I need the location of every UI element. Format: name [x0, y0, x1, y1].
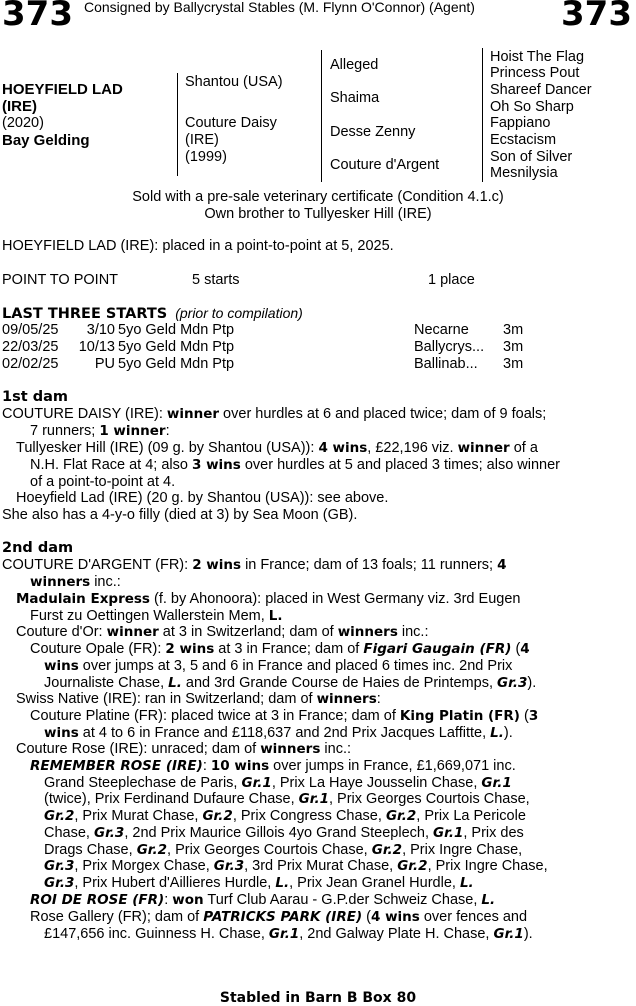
- sibling-note: Own brother to Tullyesker Hill (IRE): [204, 206, 432, 222]
- pedigree-gp-1: Alleged: [330, 57, 379, 73]
- remember-rose-line-8: Gr.3, Prix Hubert d'Aillieres Hurdle, L., Prix Jean Granel Hurdle, L.: [44, 875, 474, 891]
- second-dam-l5: Swiss Native (IRE): ran in Switzerland; dam of winners:: [16, 691, 381, 707]
- remember-rose-line-5: Chase, Gr.3, 2nd Prix Maurice Gillois 4yo Grand Steeplech, Gr.1, Prix des: [44, 825, 524, 841]
- second-dam-l2b: Furst zu Oettingen Wallerstein Mem, L.: [30, 608, 283, 624]
- start-distance: 3m: [503, 339, 524, 355]
- pedigree-ggp-1: Hoist The Flag: [490, 49, 585, 65]
- second-dam-l4c: Journaliste Chase, L. and 3rd Grande Course de Haies de Printemps, Gr.3).: [44, 675, 537, 691]
- first-dam-p1: COUTURE DAISY (IRE): winner over hurdles at 6 and placed twice; dam of 9 foals;: [2, 406, 547, 422]
- ptp-label: POINT TO POINT: [2, 272, 119, 288]
- pedigree-ggp-5: Fappiano: [490, 115, 551, 131]
- pedigree-divider-3: [482, 48, 483, 182]
- second-dam-heading: 2nd dam: [2, 540, 74, 556]
- start-course: Ballinab...: [414, 356, 478, 372]
- pedigree-dam: Couture Daisy: [185, 115, 277, 131]
- first-dam-p2-3: of a point-to-point at 4.: [30, 474, 176, 490]
- remember-rose-line-4: Gr.2, Prix Murat Chase, Gr.2, Prix Congress Chase, Gr.2, Prix La Pericole: [44, 808, 526, 824]
- start-race: 5yo Geld Mdn Ptp: [118, 356, 235, 372]
- pedigree-ggp-6: Ecstacism: [490, 132, 557, 148]
- pedigree-gp-4: Couture d'Argent: [330, 157, 440, 173]
- ptp-places: 1 place: [428, 272, 475, 288]
- horse-sex: Bay Gelding: [2, 132, 90, 149]
- second-dam-l4: Couture Opale (FR): 2 wins at 3 in France; dam of Figari Gaugain (FR) (4: [30, 641, 530, 657]
- second-dam-l4b: wins over jumps at 3, 5 and 6 in France and placed 6 times inc. 2nd Prix: [44, 658, 513, 674]
- rose-gallery-line-1: Rose Gallery (FR); dam of PATRICKS PARK (IRE) (4 wins over fences and: [30, 909, 528, 925]
- pedigree-ggp-3: Shareef Dancer: [490, 82, 592, 98]
- start-course: Necarne: [414, 322, 469, 338]
- second-dam-l2: Madulain Express (f. by Ahonoora): placed in West Germany viz. 3rd Eugen: [16, 591, 521, 607]
- roi-de-rose: ROI DE ROSE (FR): won Turf Club Aarau - G.P.der Schweiz Chase, L.: [30, 892, 496, 908]
- consignor: Consigned by Ballycrystal Stables (M. Flynn O'Connor) (Agent): [84, 0, 475, 15]
- remember-rose-line-7: Gr.3, Prix Morgex Chase, Gr.3, 3rd Prix Murat Chase, Gr.2, Prix Ingre Chase,: [44, 858, 548, 874]
- horse-year: (2020): [2, 115, 44, 131]
- first-dam-p4: She also has a 4-y-o filly (died at 3) by Sea Moon (GB).: [2, 507, 358, 523]
- start-date: 02/02/25: [2, 356, 59, 372]
- start-position: 3/10: [86, 322, 115, 338]
- race-summary: HOEYFIELD LAD (IRE): placed in a point-to-point at 5, 2025.: [2, 238, 394, 254]
- pedigree-divider-1: [177, 73, 178, 176]
- last-three-heading: [2, 305, 303, 323]
- second-dam-l3: Couture d'Or: winner at 3 in Switzerland; dam of winners inc.:: [16, 624, 429, 640]
- last-three-title: LAST THREE STARTS: [2, 306, 168, 322]
- first-dam-p3: Hoeyfield Lad (IRE) (20 g. by Shantou (USA)): see above.: [16, 490, 389, 506]
- pedigree-gp-2: Shaima: [330, 90, 380, 106]
- pedigree-divider-2: [321, 50, 322, 182]
- start-date: 09/05/25: [2, 322, 59, 338]
- second-dam-l1: COUTURE D'ARGENT (FR): 2 wins in France; dam of 13 foals; 11 runners; 4: [2, 557, 507, 573]
- start-distance: 3m: [503, 356, 524, 372]
- start-position: 10/13: [78, 339, 115, 355]
- pedigree-gp-3: Desse Zenny: [330, 124, 416, 140]
- start-race: 5yo Geld Mdn Ptp: [118, 339, 235, 355]
- vet-cert-note: Sold with a pre-sale veterinary certificate (Condition 4.1.c): [132, 189, 504, 205]
- start-position: PU: [94, 356, 115, 372]
- pedigree-dam-country: (IRE): [185, 132, 219, 148]
- pedigree-dam-year: (1999): [185, 149, 227, 165]
- pedigree-sire: Shantou (USA): [185, 74, 283, 90]
- rose-gallery-line-2: £147,656 inc. Guinness H. Chase, Gr.1, 2nd Galway Plate H. Chase, Gr.1).: [44, 926, 533, 942]
- second-dam-l1b: winners inc.:: [30, 574, 121, 590]
- second-dam-l6: Couture Platine (FR): placed twice at 3 in France; dam of King Platin (FR) (3: [30, 708, 539, 724]
- first-dam-p1b: 7 runners; 1 winner:: [30, 423, 170, 439]
- last-three-subtitle: (prior to compilation): [175, 305, 303, 321]
- second-dam-l6b: wins at 4 to 6 in France and £118,637 and 2nd Prix Jacques Laffitte, L.).: [44, 725, 513, 741]
- ptp-starts: 5 starts: [192, 272, 240, 288]
- first-dam-p2-1: Tullyesker Hill (IRE) (09 g. by Shantou (USA)): 4 wins, £22,196 viz. winner of a: [16, 440, 538, 456]
- horse-name: HOEYFIELD LAD: [2, 81, 123, 98]
- second-dam-l7: Couture Rose (IRE): unraced; dam of winners inc.:: [16, 741, 351, 757]
- start-course: Ballycrys...: [414, 339, 485, 355]
- remember-rose-line-6: Drags Chase, Gr.2, Prix Georges Courtois Chase, Gr.2, Prix Ingre Chase,: [44, 842, 523, 858]
- pedigree-ggp-4: Oh So Sharp: [490, 99, 574, 115]
- start-distance: 3m: [503, 322, 524, 338]
- pedigree-ggp-7: Son of Silver: [490, 149, 573, 165]
- start-date: 22/03/25: [2, 339, 59, 355]
- lot-number: 373: [2, 0, 73, 34]
- pedigree-ggp-8: Mesnilysia: [490, 165, 558, 181]
- horse-name-country: (IRE): [2, 98, 37, 115]
- stabling-info: Stabled in Barn B Box 80: [219, 990, 417, 1006]
- first-dam-heading: 1st dam: [2, 389, 68, 405]
- lot-number-right: 373: [561, 0, 632, 34]
- pedigree-ggp-2: Princess Pout: [490, 65, 580, 81]
- remember-rose-line-2: Grand Steeplechase de Paris, Gr.1, Prix La Haye Jousselin Chase, Gr.1: [44, 775, 512, 791]
- remember-rose-line-3: (twice), Prix Ferdinand Dufaure Chase, Gr.1, Prix Georges Courtois Chase,: [44, 791, 530, 807]
- start-race: 5yo Geld Mdn Ptp: [118, 322, 235, 338]
- first-dam-p2-2: N.H. Flat Race at 4; also 3 wins over hurdles at 5 and placed 3 times; also winner: [30, 457, 561, 473]
- remember-rose-line-1: REMEMBER ROSE (IRE): 10 wins over jumps in France, £1,669,071 inc.: [30, 758, 516, 774]
